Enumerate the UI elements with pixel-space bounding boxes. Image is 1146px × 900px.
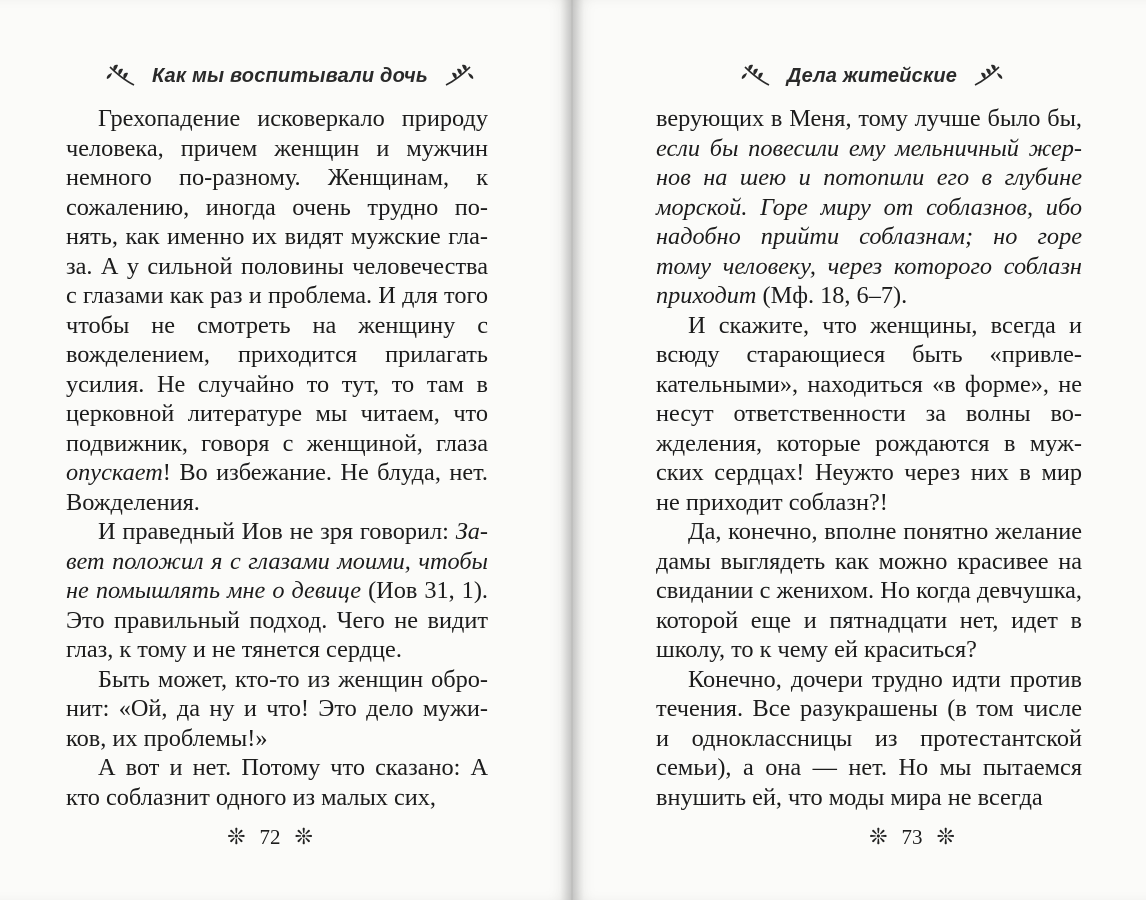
italic-quote-run: опускает xyxy=(66,459,163,486)
left-folio xyxy=(170,822,370,852)
asterisk-flower-icon: ❊ xyxy=(227,824,246,849)
body-paragraph xyxy=(66,517,488,665)
leaf-sprig-icon xyxy=(442,63,476,89)
text-run: ! Во избежание. Не блуда, нет. Вожделения. xyxy=(66,459,488,516)
body-paragraph xyxy=(656,665,1082,813)
body-paragraph xyxy=(656,104,1082,311)
text-run: Быть может, кто-то из женщин обронит: «Ой, да ну и что! Это дело мужиков, их проблемы!» xyxy=(66,665,488,752)
leaf-sprig-icon xyxy=(739,63,773,89)
body-paragraph xyxy=(656,311,1082,518)
right-running-head xyxy=(722,58,1022,94)
right-folio xyxy=(812,822,1012,852)
leaf-sprig-icon xyxy=(104,63,138,89)
running-head-title: Как мы воспитывали дочь xyxy=(152,64,428,87)
asterisk-flower-icon: ❊ xyxy=(936,824,955,849)
right-page xyxy=(572,0,1146,900)
text-run: Да, конечно, вполне понятно желание дамы выглядеть как можно красивее на свидании с женихом. Но когда девчушка, которой еще и пятнадцати нет, идет в школу, то к чему ей краситься? xyxy=(656,518,1082,663)
right-body-text xyxy=(656,104,1082,812)
text-run: (Иов 31, 1). Это правильный подход. Чего не видит глаз, к тому и не тянется сердце. xyxy=(66,577,488,663)
body-paragraph xyxy=(66,104,488,517)
text-run: Конечно, дочери трудно идти против течения. Все разукрашены (в том числе и одноклассницы из протестантской семьи), а она — нет. Но мы пытаемся внушить ей, что моды мира не всегда xyxy=(656,665,1082,811)
running-head-title: Дела житейские xyxy=(786,64,958,87)
text-run: верующих в Меня, тому лучше было бы, xyxy=(656,105,1082,132)
text-run: И скажите, что женщины, всегда и всюду старающиеся быть «привлекательными», находиться «в форме», не несут ответственности за волны вожделения, которые рождаются в мужских сердцах! Неужто через них в мир не приходит соблазн?! xyxy=(656,311,1082,516)
left-page xyxy=(0,0,572,900)
text-run: (Мф. 18, 6–7). xyxy=(756,282,908,309)
leaf-sprig-icon xyxy=(971,63,1005,89)
text-run: И праведный Иов не зря говорил: xyxy=(98,518,456,545)
body-paragraph xyxy=(66,665,488,754)
left-body-text xyxy=(66,104,488,812)
left-running-head xyxy=(90,58,490,94)
body-paragraph xyxy=(66,753,488,812)
page-number: 72 xyxy=(259,824,281,849)
body-paragraph xyxy=(656,517,1082,665)
asterisk-flower-icon: ❊ xyxy=(869,824,888,849)
page-number: 73 xyxy=(901,824,923,849)
text-run: Грехопадение исковеркало природу человека, причем женщин и мужчин немного по-разному. Женщинам, к сожалению, иногда очень трудно понять, как именно их видят мужские глаза. А у сильной половины человечества с глазами как раз и проблема. И для того чтобы не смотреть на женщину с вожделением, приходится прилагать усилия. Не случайно то тут, то там в церковной литературе мы читаем, что подвижник, говоря с женщиной, глаза xyxy=(66,105,488,457)
italic-quote-run: если бы повесили ему мельничный жернов на шею и потопили его в глубине морской. Горе миру от соблазнов, ибо надобно прийти соблазнам; но горе тому человеку, через которого соблазн приходит xyxy=(656,134,1082,309)
asterisk-flower-icon: ❊ xyxy=(294,824,313,849)
text-run: А вот и нет. Потому что сказано: А кто соблазнит одного из малых сих, xyxy=(66,754,488,811)
italic-quote-run: Завет положил я с глазами моими, чтобы не помышлять мне о девице xyxy=(66,518,488,604)
